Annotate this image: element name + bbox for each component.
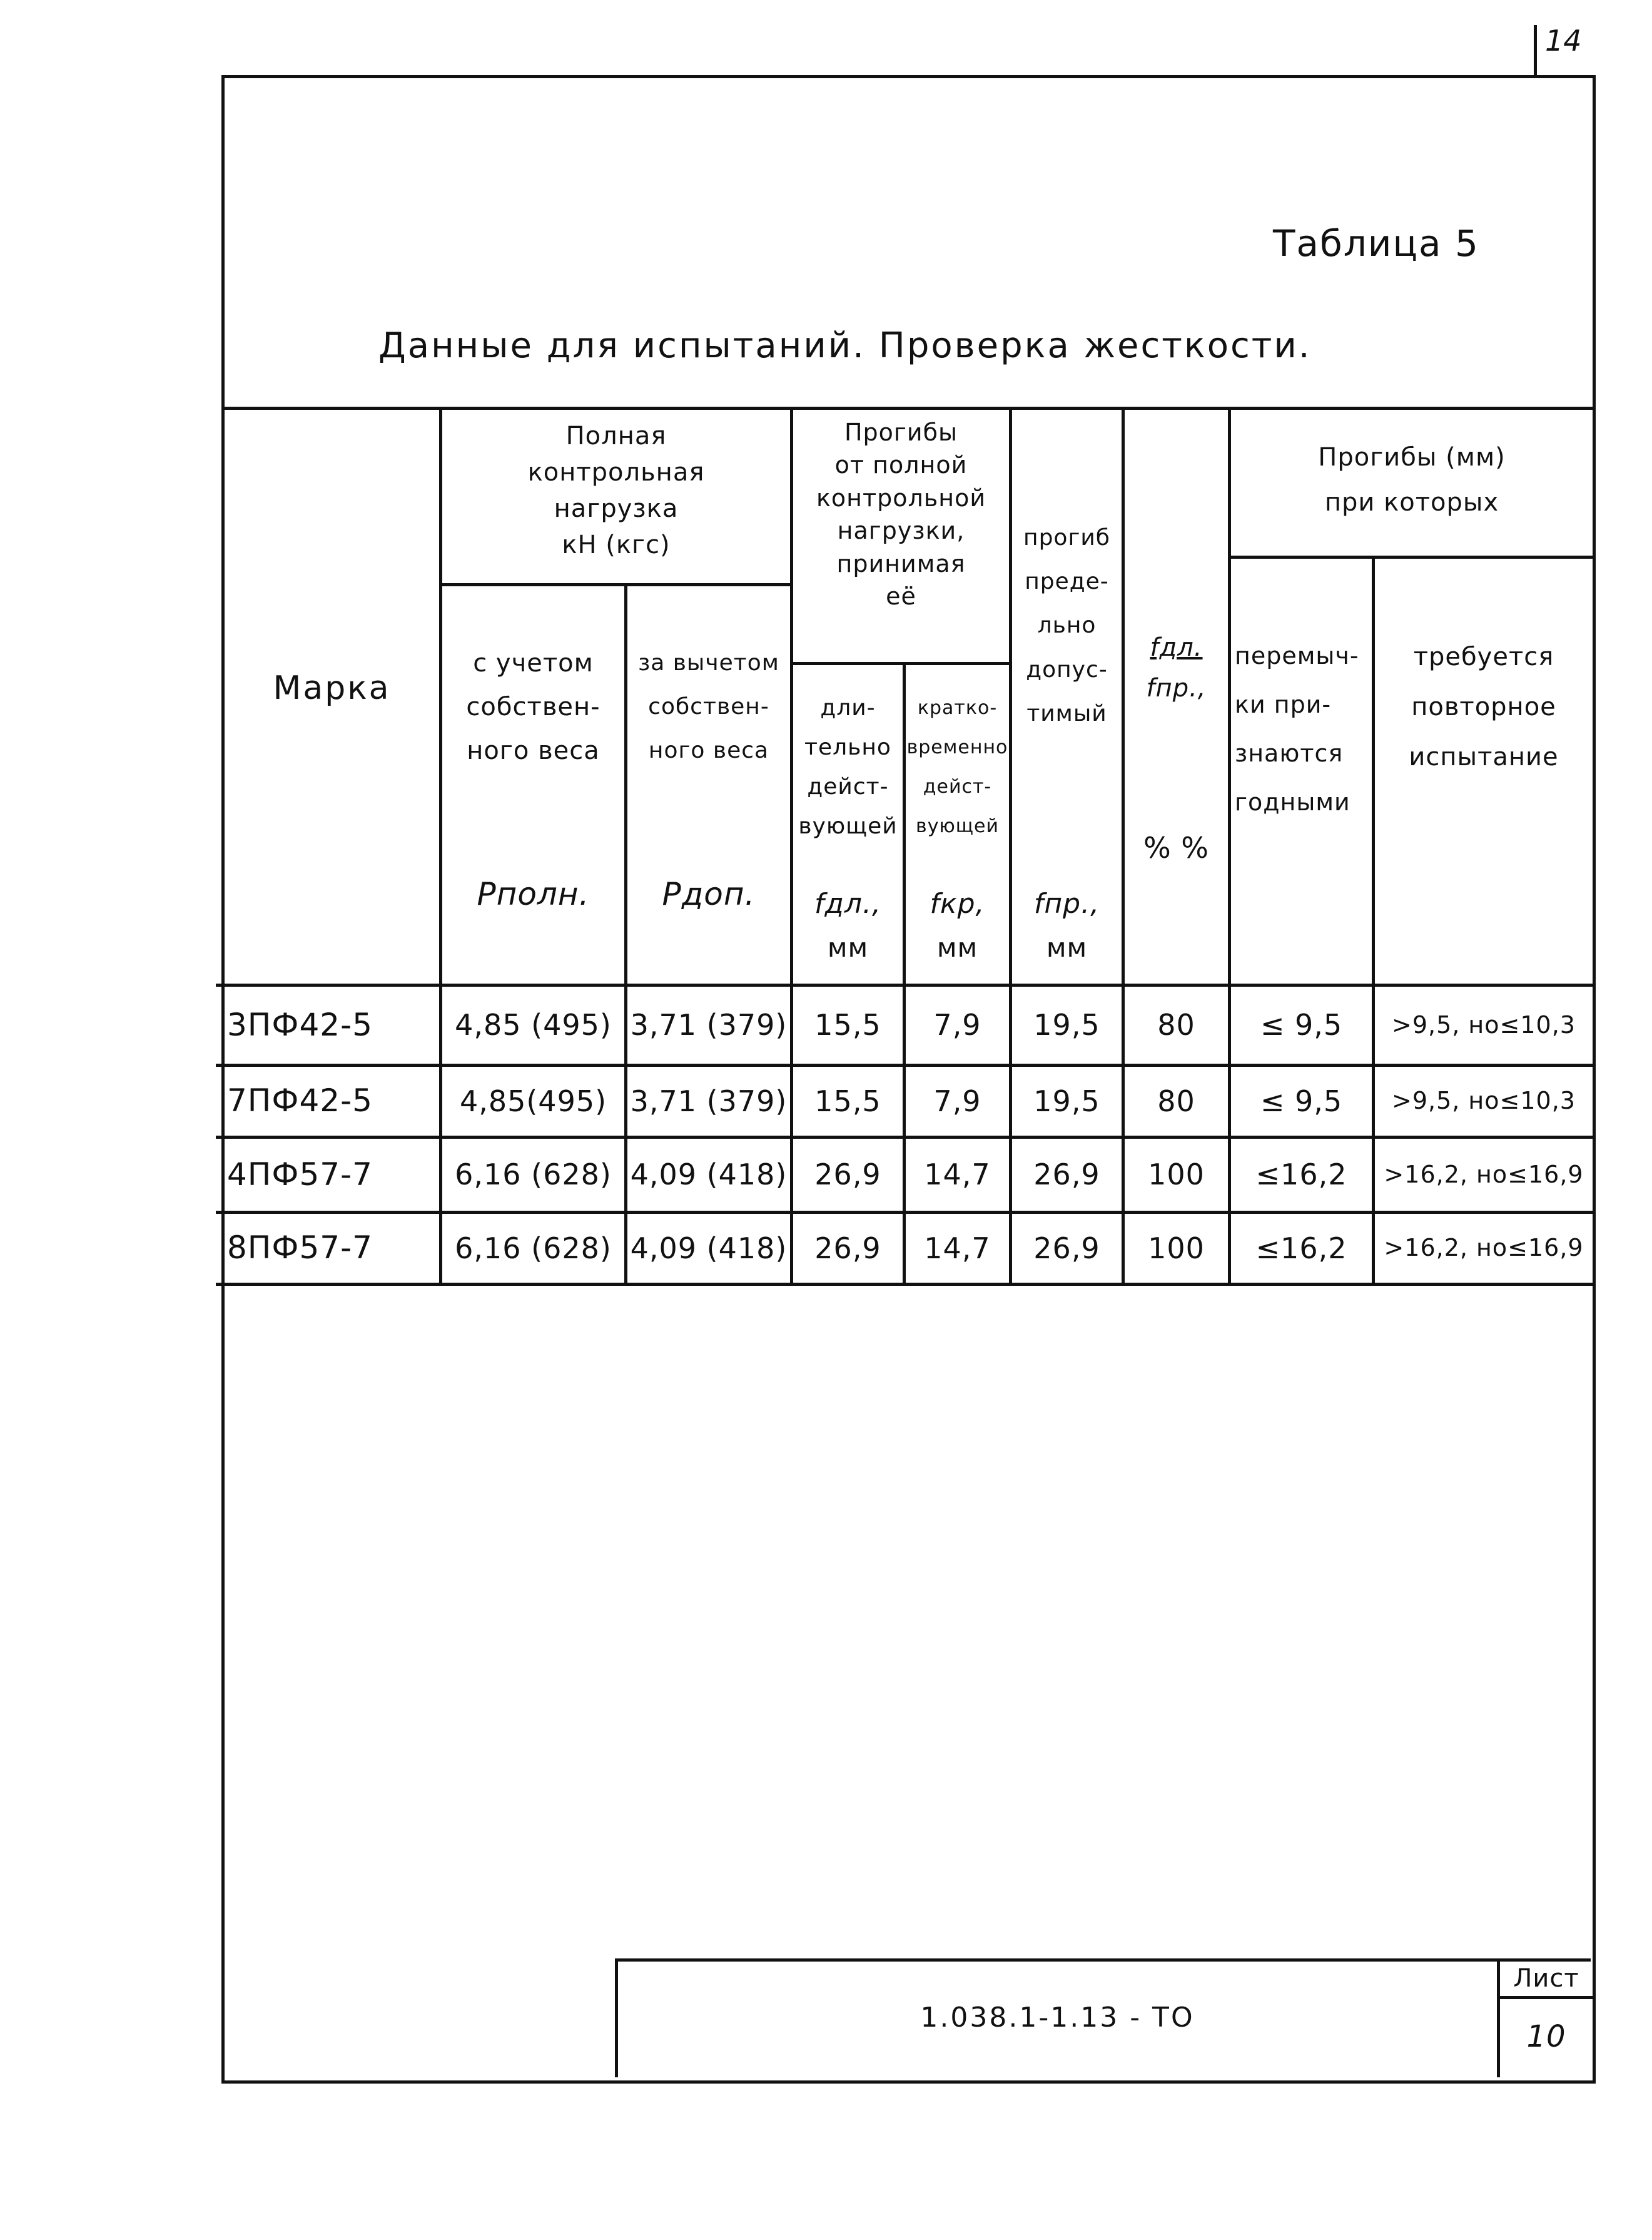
header-ratio-top: fдл. [1150, 633, 1203, 662]
page-number: 14 [1545, 24, 1582, 58]
header-line [439, 583, 793, 586]
page-number-mark [1534, 25, 1537, 75]
cell-accepted: ≤16,2 [1255, 1231, 1347, 1265]
cell-p-full: 4,85 (495) [455, 1008, 612, 1042]
cell-ratio: 80 [1157, 1008, 1195, 1042]
header-short-term: кратко- временно дейст- вующей [906, 697, 1008, 837]
cell-p-full: 6,16 (628) [455, 1231, 612, 1265]
cell-ratio: 100 [1148, 1158, 1205, 1192]
cell-ratio: 100 [1148, 1231, 1205, 1265]
header-retest: требуется повторное испытание [1409, 643, 1559, 771]
sheet-number: 10 [1526, 2019, 1566, 2054]
cell-mark: 4ПФ57-7 [227, 1156, 373, 1193]
title-divider [221, 407, 1593, 410]
cell-retest: >16,2, но≤16,9 [1384, 1234, 1584, 1262]
header-deflections: Прогибы от полной контрольной нагрузки, принимая её [816, 419, 986, 611]
document-title: Данные для испытаний. Проверка жесткости. [378, 325, 1312, 366]
cell-f-short: 7,9 [933, 1008, 981, 1042]
cell-f-short: 14,7 [924, 1158, 991, 1192]
header-mark: Марка [273, 669, 391, 707]
header-ratio-bottom: fпр., [1146, 674, 1207, 703]
cell-p-full: 4,85(495) [459, 1084, 607, 1118]
cell-f-short: 7,9 [933, 1084, 981, 1118]
header-accepted: перемыч- ки при- знаются годными [1235, 642, 1359, 816]
cell-retest: >9,5, но≤10,3 [1392, 1087, 1576, 1115]
cell-f-long: 26,9 [814, 1158, 881, 1192]
table-label: Таблица 5 [1273, 222, 1479, 265]
cell-p-add: 4,09 (418) [630, 1158, 788, 1192]
header-with-weight: с учетом собствен- ного веса [466, 649, 600, 765]
header-minus-weight: за вычетом собствен- ного веса [638, 650, 779, 764]
cell-mark: 3ПФ42-5 [227, 1006, 373, 1043]
header-mm-group: Прогибы (мм) при которых [1318, 443, 1506, 517]
cell-accepted: ≤ 9,5 [1260, 1084, 1343, 1118]
header-limit-symbol: fпр., [1033, 888, 1100, 920]
cell-f-long: 15,5 [814, 1084, 881, 1118]
header-long-term-unit: мм [827, 932, 869, 963]
cell-f-short: 14,7 [924, 1231, 991, 1265]
cell-retest: >9,5, но≤10,3 [1392, 1011, 1576, 1039]
cell-p-add: 3,71 (379) [630, 1084, 788, 1118]
header-limit-deflection: прогиб преде- льно допус- тимый [1023, 525, 1110, 726]
stamp-top-line [615, 1958, 1591, 1962]
cell-p-add: 3,71 (379) [630, 1008, 788, 1042]
document-code: 1.038.1-1.13 - ТО [920, 2002, 1195, 2034]
header-long-term-symbol: fдл., [814, 888, 881, 920]
cell-f-limit: 19,5 [1033, 1084, 1100, 1118]
header-line [1228, 556, 1593, 559]
cell-accepted: ≤ 9,5 [1260, 1008, 1343, 1042]
cell-mark: 7ПФ42-5 [227, 1082, 373, 1119]
header-short-term-unit: мм [936, 932, 978, 963]
cell-p-add: 4,09 (418) [630, 1231, 788, 1265]
header-long-term: дли- тельно дейст- вующей [798, 695, 898, 839]
cell-retest: >16,2, но≤16,9 [1384, 1160, 1584, 1188]
header-limit-unit: мм [1046, 932, 1088, 963]
cell-f-limit: 26,9 [1033, 1158, 1100, 1192]
sheet-label: Лист [1513, 1964, 1579, 1993]
cell-mark: 8ПФ57-7 [227, 1229, 373, 1266]
header-with-weight-symbol: Рполн. [477, 876, 590, 913]
cell-f-long: 26,9 [814, 1231, 881, 1265]
header-full-load: Полная контрольная нагрузка кН (кгс) [527, 422, 705, 559]
cell-f-long: 15,5 [814, 1008, 881, 1042]
table-bottom-line [216, 1283, 1593, 1286]
header-ratio-unit: % % [1143, 830, 1210, 865]
header-minus-weight-symbol: Рдоп. [662, 876, 756, 913]
cell-accepted: ≤16,2 [1255, 1158, 1347, 1192]
cell-ratio: 80 [1157, 1084, 1195, 1118]
header-short-term-symbol: fкр, [930, 888, 985, 920]
cell-f-limit: 19,5 [1033, 1008, 1100, 1042]
cell-f-limit: 26,9 [1033, 1231, 1100, 1265]
header-line [790, 662, 1012, 665]
cell-p-full: 6,16 (628) [455, 1158, 612, 1192]
